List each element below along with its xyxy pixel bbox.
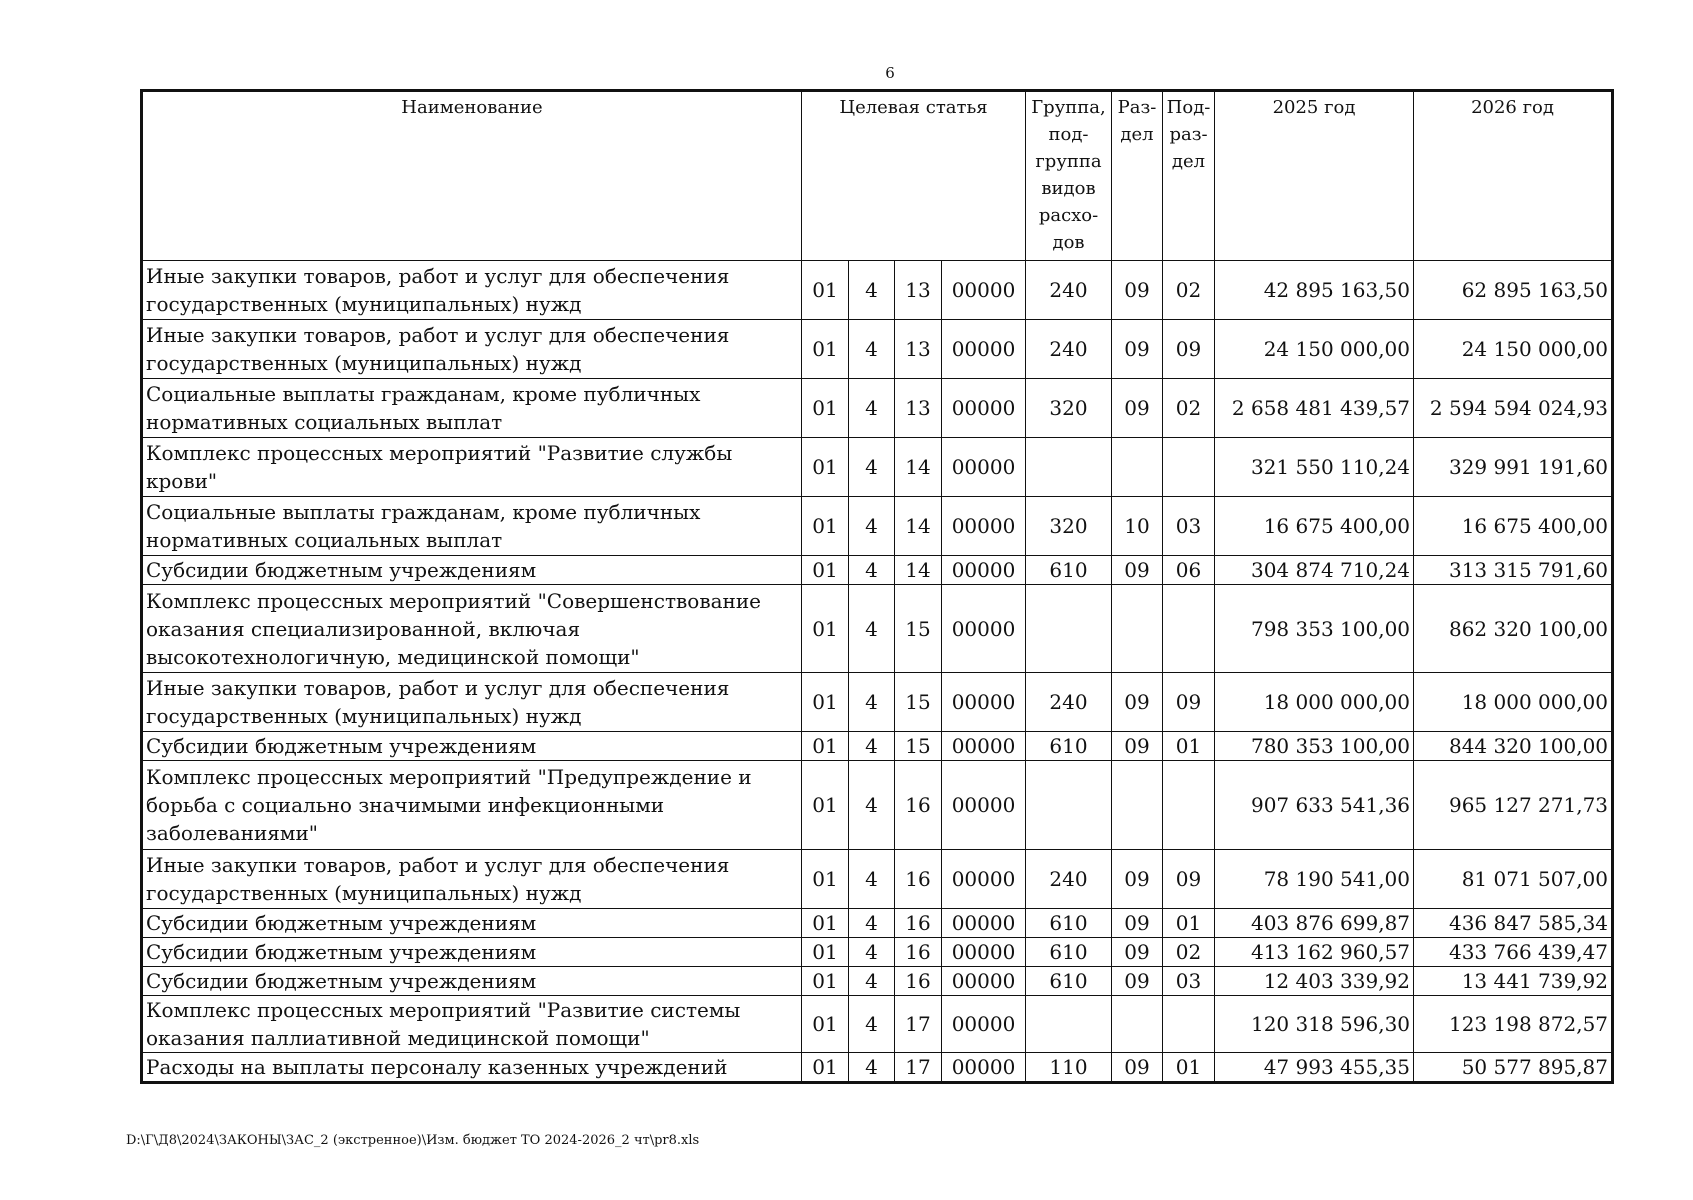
target-code-3: 17 [895, 996, 942, 1053]
table-row [142, 996, 1613, 1053]
section [1112, 438, 1163, 497]
target-code-3: 17 [895, 1053, 942, 1083]
expense-group: 240 [1026, 261, 1112, 320]
target-code-4: 00000 [942, 850, 1026, 909]
target-code-4: 00000 [942, 379, 1026, 438]
subsection: 09 [1163, 320, 1215, 379]
section: 09 [1112, 261, 1163, 320]
target-code-1: 01 [802, 438, 849, 497]
target-code-2: 4 [849, 438, 895, 497]
target-code-2: 4 [849, 996, 895, 1053]
target-code-1: 01 [802, 585, 849, 673]
target-code-1: 01 [802, 938, 849, 967]
amount-2026: 50 577 895,87 [1414, 1053, 1613, 1083]
subsection [1163, 585, 1215, 673]
target-code-2: 4 [849, 585, 895, 673]
amount-2026: 436 847 585,34 [1414, 909, 1613, 938]
amount-2025: 78 190 541,00 [1215, 850, 1414, 909]
target-code-4: 00000 [942, 673, 1026, 732]
target-code-3: 14 [895, 497, 942, 556]
target-code-3: 16 [895, 938, 942, 967]
row-name: Иные закупки товаров, работ и услуг для обеспечения государственных (муниципальных) нужд [142, 850, 802, 909]
row-name: Комплекс процессных мероприятий "Развитие системы оказания паллиативной медицинской помощи" [142, 996, 802, 1053]
target-code-2: 4 [849, 938, 895, 967]
row-name: Иные закупки товаров, работ и услуг для обеспечения государственных (муниципальных) нужд [142, 320, 802, 379]
target-code-2: 4 [849, 556, 895, 585]
subsection: 02 [1163, 261, 1215, 320]
target-code-4: 00000 [942, 761, 1026, 850]
amount-2025: 798 353 100,00 [1215, 585, 1414, 673]
target-code-1: 01 [802, 1053, 849, 1083]
row-name: Субсидии бюджетным учреждениям [142, 909, 802, 938]
expense-group [1026, 761, 1112, 850]
amount-2025: 321 550 110,24 [1215, 438, 1414, 497]
row-name: Расходы на выплаты персоналу казенных учреждений [142, 1053, 802, 1083]
row-name: Комплекс процессных мероприятий "Предупреждение и борьба с социально значимыми инфекционными заболеваниями" [142, 761, 802, 850]
subsection: 09 [1163, 673, 1215, 732]
row-name: Субсидии бюджетным учреждениям [142, 938, 802, 967]
target-code-1: 01 [802, 320, 849, 379]
subsection [1163, 438, 1215, 497]
expense-group: 610 [1026, 556, 1112, 585]
section: 10 [1112, 497, 1163, 556]
subsection: 02 [1163, 379, 1215, 438]
target-code-1: 01 [802, 850, 849, 909]
section: 09 [1112, 556, 1163, 585]
section: 09 [1112, 850, 1163, 909]
subsection: 02 [1163, 938, 1215, 967]
subsection: 01 [1163, 732, 1215, 761]
amount-2026: 433 766 439,47 [1414, 938, 1613, 967]
subsection: 09 [1163, 850, 1215, 909]
section: 09 [1112, 967, 1163, 996]
expense-group: 320 [1026, 379, 1112, 438]
subsection: 03 [1163, 497, 1215, 556]
target-code-1: 01 [802, 556, 849, 585]
target-code-1: 01 [802, 909, 849, 938]
header-2025: 2025 год [1215, 91, 1414, 261]
target-code-2: 4 [849, 967, 895, 996]
row-name: Иные закупки товаров, работ и услуг для обеспечения государственных (муниципальных) нужд [142, 673, 802, 732]
target-code-4: 00000 [942, 438, 1026, 497]
page-number: 6 [885, 64, 895, 82]
target-code-3: 15 [895, 673, 942, 732]
target-code-3: 16 [895, 761, 942, 850]
subsection: 06 [1163, 556, 1215, 585]
target-code-2: 4 [849, 761, 895, 850]
footer-file-path: D:\Г\Д8\2024\ЗАКОНЫ\ЗАС_2 (экстренное)\Изм. бюджет ТО 2024-2026_2 чт\pr8.xls [126, 1133, 700, 1148]
target-code-2: 4 [849, 850, 895, 909]
row-name: Социальные выплаты гражданам, кроме публичных нормативных социальных выплат [142, 497, 802, 556]
target-code-1: 01 [802, 732, 849, 761]
expense-group: 240 [1026, 320, 1112, 379]
target-code-3: 16 [895, 967, 942, 996]
header-row [142, 91, 1613, 261]
target-code-4: 00000 [942, 556, 1026, 585]
amount-2026: 862 320 100,00 [1414, 585, 1613, 673]
expense-group [1026, 438, 1112, 497]
header-target: Целевая статья [802, 91, 1026, 261]
header-section: Раз-дел [1112, 91, 1163, 261]
target-code-3: 14 [895, 438, 942, 497]
section: 09 [1112, 379, 1163, 438]
target-code-1: 01 [802, 379, 849, 438]
section [1112, 996, 1163, 1053]
target-code-4: 00000 [942, 1053, 1026, 1083]
row-name: Субсидии бюджетным учреждениям [142, 556, 802, 585]
target-code-3: 16 [895, 909, 942, 938]
target-code-4: 00000 [942, 938, 1026, 967]
amount-2025: 2 658 481 439,57 [1215, 379, 1414, 438]
target-code-4: 00000 [942, 732, 1026, 761]
table-row [142, 379, 1613, 438]
target-code-1: 01 [802, 261, 849, 320]
target-code-2: 4 [849, 909, 895, 938]
section: 09 [1112, 673, 1163, 732]
header-group: Группа, под-группа видов расхо-дов [1026, 91, 1112, 261]
expense-group: 110 [1026, 1053, 1112, 1083]
table-row [142, 320, 1613, 379]
amount-2025: 907 633 541,36 [1215, 761, 1414, 850]
subsection [1163, 996, 1215, 1053]
row-name: Комплекс процессных мероприятий "Совершенствование оказания специализированной, включая высокотехнологичную, медицинской помощи" [142, 585, 802, 673]
amount-2025: 403 876 699,87 [1215, 909, 1414, 938]
row-name: Субсидии бюджетным учреждениям [142, 967, 802, 996]
target-code-2: 4 [849, 732, 895, 761]
section: 09 [1112, 909, 1163, 938]
row-name: Социальные выплаты гражданам, кроме публичных нормативных социальных выплат [142, 379, 802, 438]
table-row [142, 1053, 1613, 1083]
table-row [142, 261, 1613, 320]
amount-2026: 24 150 000,00 [1414, 320, 1613, 379]
amount-2026: 329 991 191,60 [1414, 438, 1613, 497]
section [1112, 585, 1163, 673]
table-row [142, 909, 1613, 938]
target-code-4: 00000 [942, 967, 1026, 996]
amount-2026: 16 675 400,00 [1414, 497, 1613, 556]
table-row [142, 850, 1613, 909]
amount-2026: 844 320 100,00 [1414, 732, 1613, 761]
target-code-1: 01 [802, 967, 849, 996]
expense-group: 320 [1026, 497, 1112, 556]
target-code-3: 16 [895, 850, 942, 909]
amount-2026: 13 441 739,92 [1414, 967, 1613, 996]
amount-2025: 12 403 339,92 [1215, 967, 1414, 996]
target-code-2: 4 [849, 1053, 895, 1083]
table-row [142, 967, 1613, 996]
amount-2026: 965 127 271,73 [1414, 761, 1613, 850]
section: 09 [1112, 938, 1163, 967]
table-row [142, 497, 1613, 556]
amount-2025: 24 150 000,00 [1215, 320, 1414, 379]
subsection: 03 [1163, 967, 1215, 996]
section: 09 [1112, 1053, 1163, 1083]
amount-2026: 81 071 507,00 [1414, 850, 1613, 909]
table-body [142, 261, 1613, 1083]
target-code-3: 15 [895, 585, 942, 673]
expense-group: 610 [1026, 967, 1112, 996]
expense-group: 240 [1026, 673, 1112, 732]
amount-2025: 42 895 163,50 [1215, 261, 1414, 320]
target-code-4: 00000 [942, 585, 1026, 673]
target-code-1: 01 [802, 497, 849, 556]
table-row [142, 673, 1613, 732]
expense-group [1026, 996, 1112, 1053]
expense-group [1026, 585, 1112, 673]
table-row [142, 732, 1613, 761]
amount-2025: 413 162 960,57 [1215, 938, 1414, 967]
amount-2026: 2 594 594 024,93 [1414, 379, 1613, 438]
row-name: Комплекс процессных мероприятий "Развитие службы крови" [142, 438, 802, 497]
target-code-2: 4 [849, 320, 895, 379]
expense-group: 610 [1026, 732, 1112, 761]
header-name: Наименование [142, 91, 802, 261]
target-code-4: 00000 [942, 261, 1026, 320]
subsection: 01 [1163, 909, 1215, 938]
expense-group: 610 [1026, 909, 1112, 938]
header-subsection: Под-раз-дел [1163, 91, 1215, 261]
target-code-2: 4 [849, 673, 895, 732]
table-row [142, 556, 1613, 585]
amount-2026: 123 198 872,57 [1414, 996, 1613, 1053]
target-code-3: 13 [895, 261, 942, 320]
target-code-1: 01 [802, 761, 849, 850]
table-row [142, 438, 1613, 497]
section [1112, 761, 1163, 850]
table-row [142, 761, 1613, 850]
amount-2025: 780 353 100,00 [1215, 732, 1414, 761]
table-row [142, 585, 1613, 673]
target-code-2: 4 [849, 379, 895, 438]
section: 09 [1112, 732, 1163, 761]
expense-group: 240 [1026, 850, 1112, 909]
target-code-2: 4 [849, 261, 895, 320]
subsection [1163, 761, 1215, 850]
target-code-1: 01 [802, 673, 849, 732]
section: 09 [1112, 320, 1163, 379]
target-code-3: 13 [895, 320, 942, 379]
row-name: Субсидии бюджетным учреждениям [142, 732, 802, 761]
target-code-4: 00000 [942, 996, 1026, 1053]
amount-2025: 18 000 000,00 [1215, 673, 1414, 732]
table-row [142, 938, 1613, 967]
row-name: Иные закупки товаров, работ и услуг для обеспечения государственных (муниципальных) нужд [142, 261, 802, 320]
target-code-2: 4 [849, 497, 895, 556]
expense-group: 610 [1026, 938, 1112, 967]
subsection: 01 [1163, 1053, 1215, 1083]
amount-2026: 18 000 000,00 [1414, 673, 1613, 732]
amount-2025: 304 874 710,24 [1215, 556, 1414, 585]
amount-2025: 47 993 455,35 [1215, 1053, 1414, 1083]
amount-2026: 313 315 791,60 [1414, 556, 1613, 585]
target-code-1: 01 [802, 996, 849, 1053]
target-code-4: 00000 [942, 320, 1026, 379]
budget-table [140, 89, 1614, 1084]
target-code-3: 15 [895, 732, 942, 761]
amount-2026: 62 895 163,50 [1414, 261, 1613, 320]
amount-2025: 120 318 596,30 [1215, 996, 1414, 1053]
target-code-3: 14 [895, 556, 942, 585]
header-2026: 2026 год [1414, 91, 1613, 261]
target-code-3: 13 [895, 379, 942, 438]
target-code-4: 00000 [942, 497, 1026, 556]
target-code-4: 00000 [942, 909, 1026, 938]
amount-2025: 16 675 400,00 [1215, 497, 1414, 556]
